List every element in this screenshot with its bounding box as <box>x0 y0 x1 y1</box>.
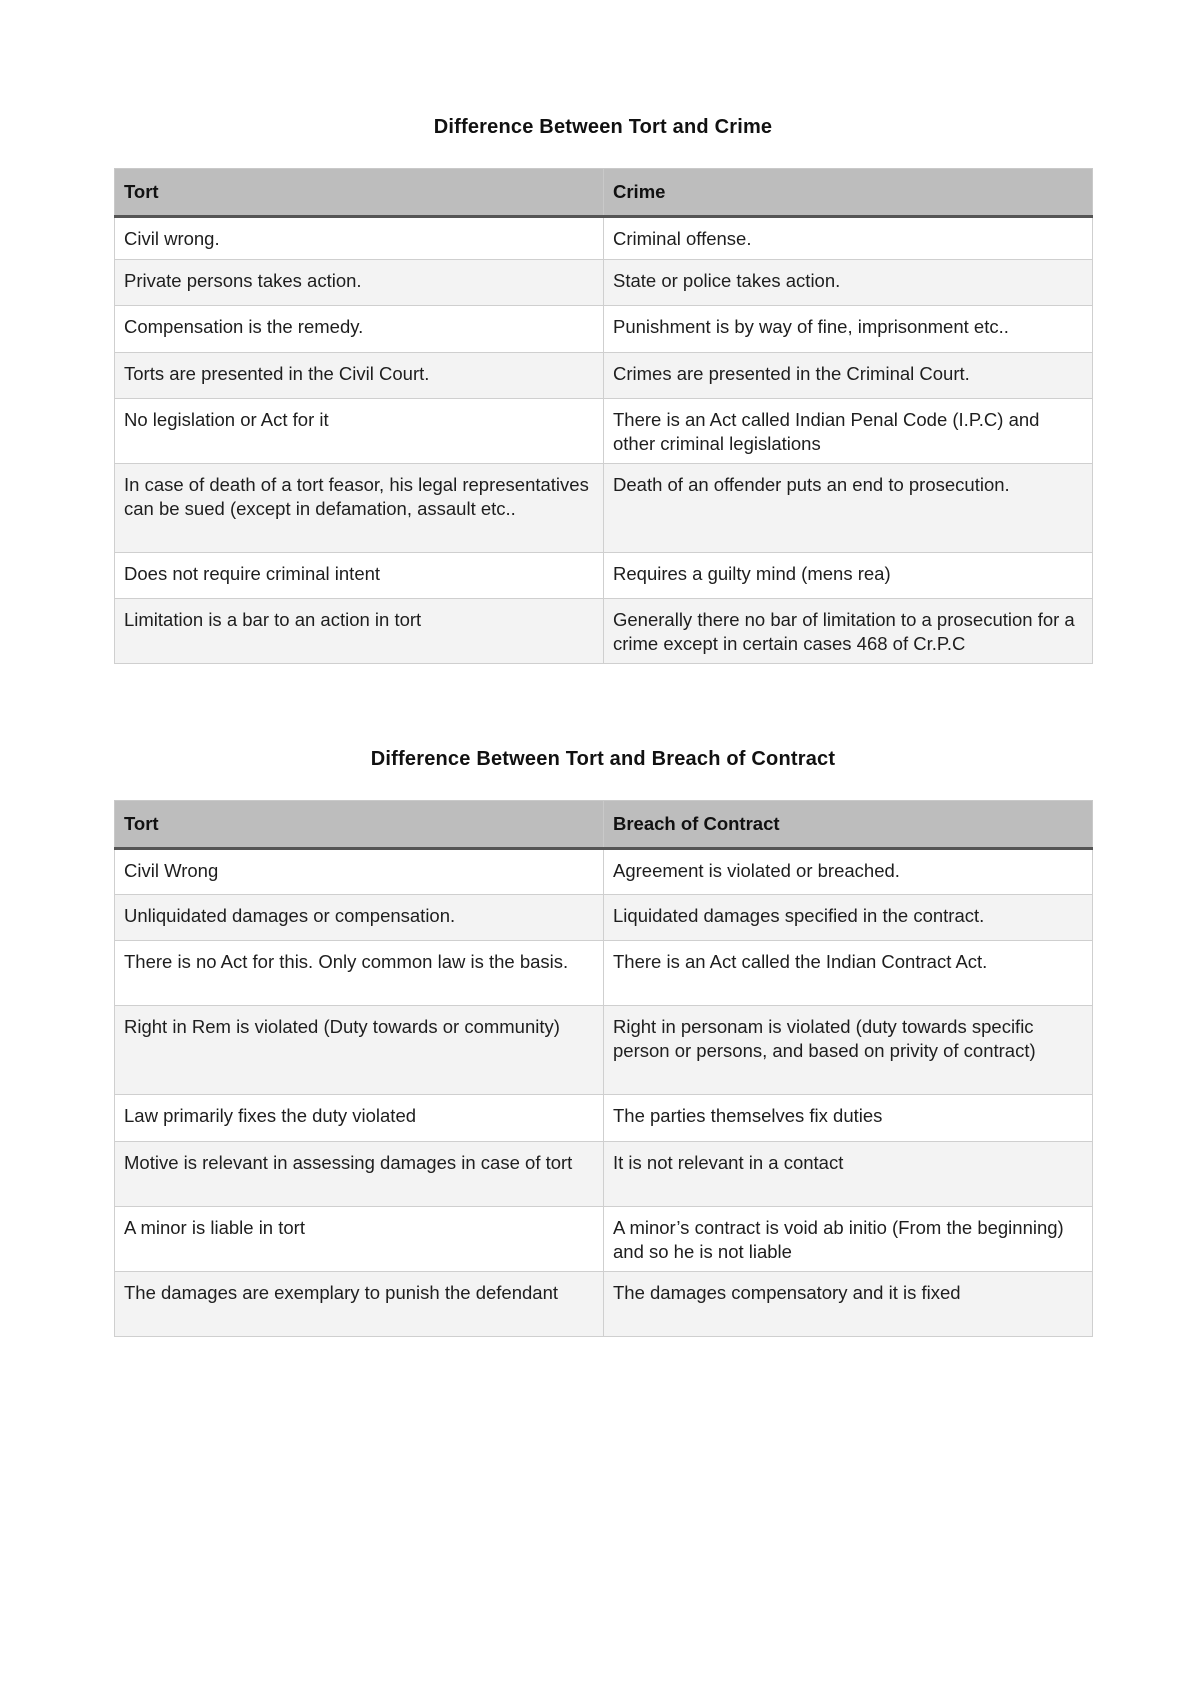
table-cell: There is an Act called Indian Penal Code (I.P.C) and other criminal legislations <box>604 399 1093 464</box>
table-row <box>115 895 1093 941</box>
table-row <box>115 464 1093 553</box>
table-row <box>115 599 1093 664</box>
table-header-row <box>115 169 1093 217</box>
table-row <box>115 1207 1093 1272</box>
table-tort-vs-crime <box>114 168 1093 664</box>
table-row <box>115 353 1093 399</box>
table-cell: There is no Act for this. Only common law is the basis. <box>115 941 604 1006</box>
table-cell: Civil wrong. <box>115 217 604 260</box>
table-cell: Death of an offender puts an end to prosecution. <box>604 464 1093 553</box>
table-row <box>115 941 1093 1006</box>
column-header-crime: Crime <box>604 169 1093 217</box>
table-cell: There is an Act called the Indian Contract Act. <box>604 941 1093 1006</box>
table-cell: The parties themselves fix duties <box>604 1095 1093 1142</box>
table-cell: Unliquidated damages or compensation. <box>115 895 604 941</box>
table-cell: No legislation or Act for it <box>115 399 604 464</box>
table-cell: A minor is liable in tort <box>115 1207 604 1272</box>
table-cell: A minor’s contract is void ab initio (From the beginning) and so he is not liable <box>604 1207 1093 1272</box>
table-cell: Limitation is a bar to an action in tort <box>115 599 604 664</box>
table-row <box>115 1006 1093 1095</box>
table-tort-vs-contract <box>114 800 1093 1337</box>
table-row <box>115 260 1093 306</box>
table-row <box>115 1095 1093 1142</box>
table-cell: Civil Wrong <box>115 849 604 895</box>
table-cell: Right in Rem is violated (Duty towards or community) <box>115 1006 604 1095</box>
table-cell: Compensation is the remedy. <box>115 306 604 353</box>
table-cell: Criminal offense. <box>604 217 1093 260</box>
table-cell: Generally there no bar of limitation to a prosecution for a crime except in certain cases 468 of Cr.P.C <box>604 599 1093 664</box>
table-cell: Law primarily fixes the duty violated <box>115 1095 604 1142</box>
table-cell: Agreement is violated or breached. <box>604 849 1093 895</box>
table-cell: Private persons takes action. <box>115 260 604 306</box>
table-cell: Requires a guilty mind (mens rea) <box>604 553 1093 599</box>
table-row <box>115 399 1093 464</box>
section-title-tort-vs-crime: Difference Between Tort and Crime <box>433 116 773 138</box>
column-header-breach-of-contract: Breach of Contract <box>604 801 1093 849</box>
table-cell: Torts are presented in the Civil Court. <box>115 353 604 399</box>
table-cell: The damages compensatory and it is fixed <box>604 1272 1093 1337</box>
table-cell: Right in personam is violated (duty towards specific person or persons, and based on privity of contract) <box>604 1006 1093 1095</box>
table-cell: Liquidated damages specified in the contract. <box>604 895 1093 941</box>
table-cell: Punishment is by way of fine, imprisonment etc.. <box>604 306 1093 353</box>
table-cell: In case of death of a tort feasor, his legal representatives can be sued (except in defamation, assault etc.. <box>115 464 604 553</box>
table-cell: State or police takes action. <box>604 260 1093 306</box>
table-row <box>115 306 1093 353</box>
table-row <box>115 1272 1093 1337</box>
column-header-tort: Tort <box>115 169 604 217</box>
column-header-tort: Tort <box>115 801 604 849</box>
table-row <box>115 553 1093 599</box>
table-row <box>115 849 1093 895</box>
table-header-row <box>115 801 1093 849</box>
table-row <box>115 217 1093 260</box>
table-cell: It is not relevant in a contact <box>604 1142 1093 1207</box>
table-row <box>115 1142 1093 1207</box>
table-cell: Crimes are presented in the Criminal Court. <box>604 353 1093 399</box>
table-cell: Motive is relevant in assessing damages in case of tort <box>115 1142 604 1207</box>
table-cell: Does not require criminal intent <box>115 553 604 599</box>
table-cell: The damages are exemplary to punish the defendant <box>115 1272 604 1337</box>
section-title-tort-vs-contract: Difference Between Tort and Breach of Contract <box>370 748 836 770</box>
